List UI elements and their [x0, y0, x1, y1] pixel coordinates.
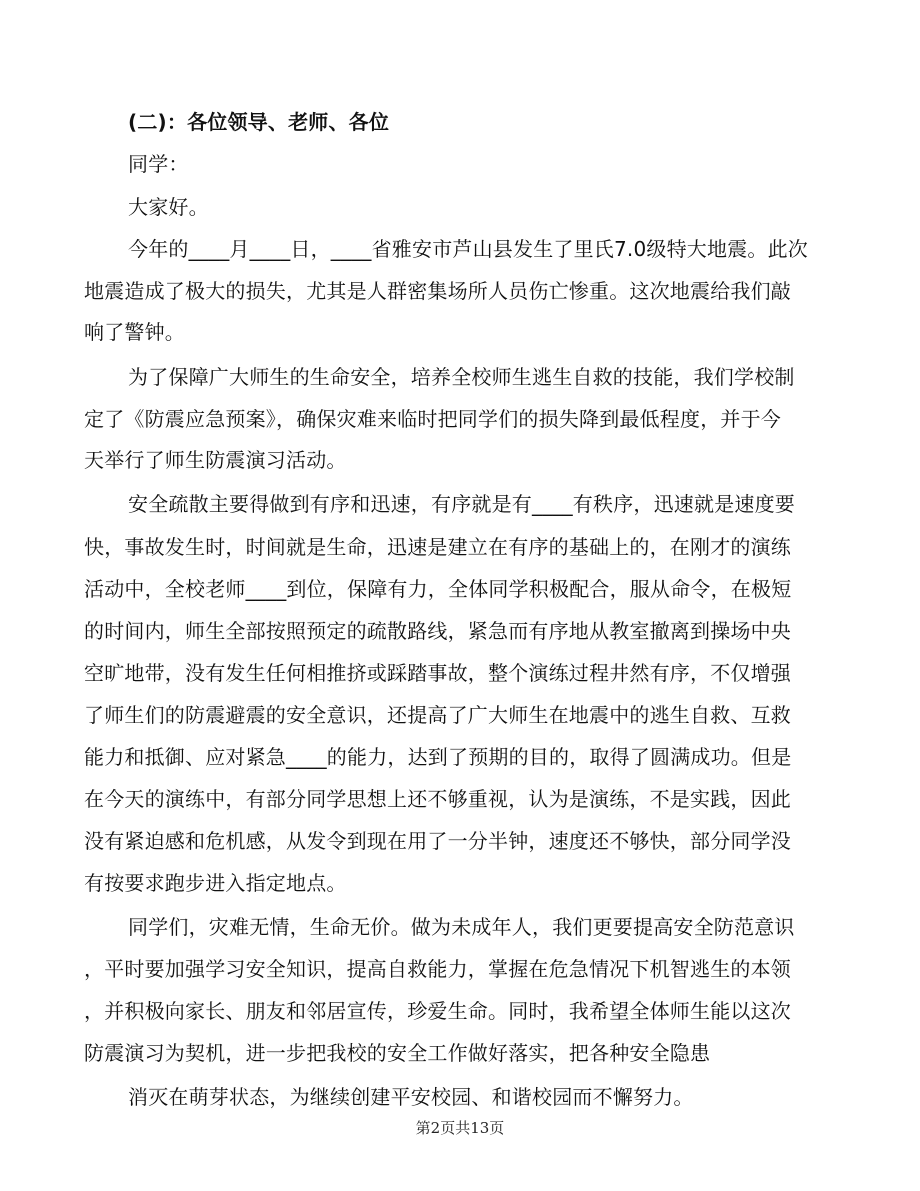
paragraph-line: 同学： [128, 152, 189, 176]
paragraph-line: 定了《防震应急预案》，确保灾难来临时把同学们的损失降到最低程度，并于今 [84, 407, 781, 431]
paragraph-line: 的时间内，师生全部按照预定的疏散路线，紧急而有序地从教室撤离到操场中央 [84, 619, 791, 643]
paragraph-line: ，平时要加强学习安全知识，提高自救能力，掌握在危急情况下机智逃生的本领 [84, 957, 791, 981]
paragraph-line: 今年的____月____日，____省雅安市芦山县发生了里氏7.0级特大地震。此次 [128, 237, 809, 261]
paragraph-line: 为了保障广大师生的生命安全，培养全校师生逃生自救的技能，我们学校制 [128, 365, 795, 389]
paragraph-line: 了师生们的防震避震的安全意识，还提高了广大师生在地震中的逃生自救、互救 [84, 703, 791, 727]
paragraph-line: 没有紧迫感和危机感，从发令到现在用了一分半钟，速度还不够快，部分同学没 [84, 829, 791, 853]
paragraph-line: 空旷地带，没有发生任何相推挤或踩踏事故，整个演练过程井然有序，不仅增强 [84, 661, 791, 685]
paragraph-line: ，并积极向家长、朋友和邻居宣传，珍爱生命。同时，我希望全体师生能以这次 [84, 999, 791, 1023]
paragraph-line: 响了警钟。 [84, 320, 185, 344]
heading: (二)：各位领导、老师、各位 [128, 110, 390, 134]
paragraph-line: 大家好。 [128, 195, 209, 219]
paragraph-line: 能力和抵御、应对紧急____的能力，达到了预期的目的，取得了圆满成功。但是 [84, 745, 792, 769]
paragraph-line: 活动中，全校老师____到位，保障有力，全体同学积极配合，服从命令，在极短 [84, 577, 792, 601]
paragraph-line: 地震造成了极大的损失，尤其是人群密集场所人员伤亡惨重。这次地震给我们敲 [84, 279, 791, 303]
paragraph-line: 同学们，灾难无情，生命无价。做为未成年人，我们更要提高安全防范意识 [128, 915, 795, 939]
page-number-footer: 第2页共13页 [415, 1119, 505, 1137]
paragraph-line: 天举行了师生防震演习活动。 [84, 448, 347, 472]
paragraph-line: 有按要求跑步进入指定地点。 [84, 871, 347, 895]
paragraph-line: 防震演习为契机，进一步把我校的安全工作做好落实，把各种安全隐患 [84, 1041, 711, 1065]
paragraph-line: 消灭在萌芽状态，为继续创建平安校园、和谐校园而不懈努力。 [128, 1085, 694, 1109]
paragraph-line: 快，事故发生时，时间就是生命，迅速是建立在有序的基础上的，在刚才的演练 [84, 535, 791, 559]
paragraph-line: 在今天的演练中，有部分同学思想上还不够重视，认为是演练，不是实践，因此 [84, 787, 791, 811]
paragraph-line: 安全疏散主要得做到有序和迅速，有序就是有____有秩序，迅速就是速度要 [128, 492, 795, 516]
